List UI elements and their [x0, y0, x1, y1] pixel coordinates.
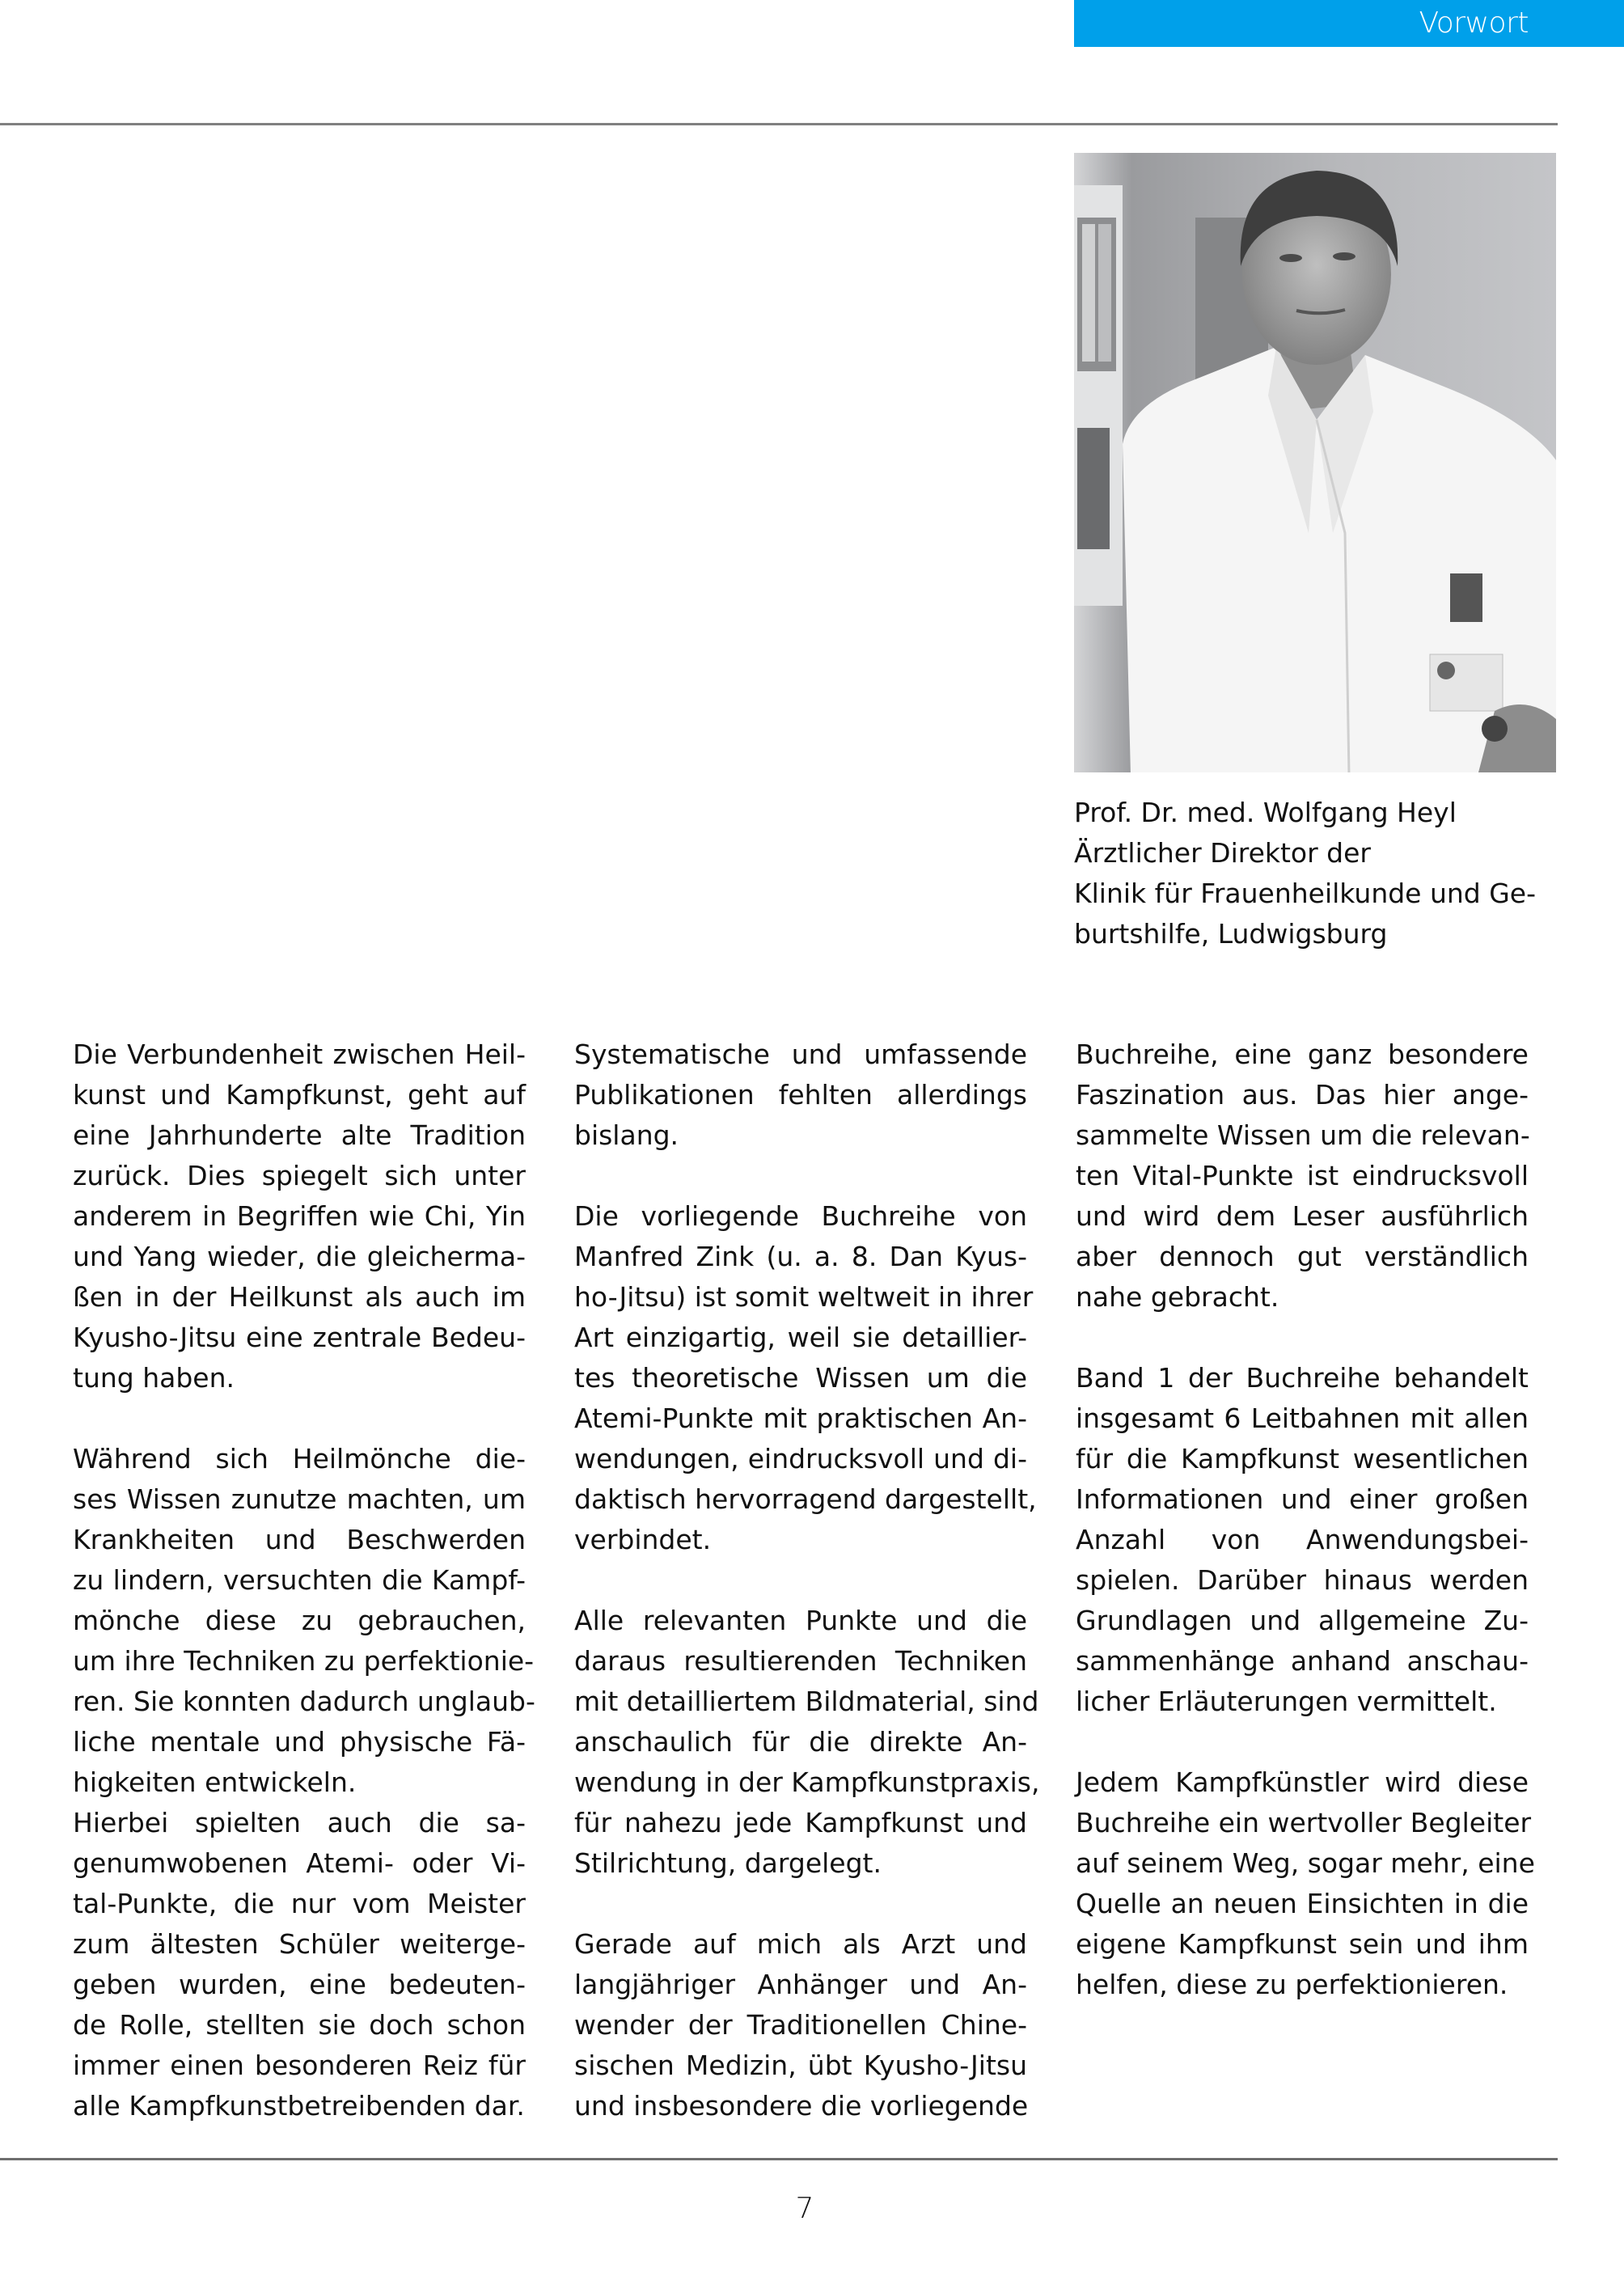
text-line: wendungen, eindrucksvoll und di-	[574, 1443, 1027, 1474]
text-line: Die Verbundenheit zwischen Heil-	[73, 1039, 526, 1070]
portrait-image-icon	[1074, 153, 1556, 772]
text-column-2	[574, 1034, 1040, 2126]
text-line: licher Erläuterungen vermittelt.	[1076, 1686, 1497, 1717]
text-line: sammelte Wissen um die relevan-	[1076, 1119, 1530, 1151]
text-line: verbindet.	[574, 1524, 712, 1555]
paragraph	[1076, 1762, 1535, 2005]
header-divider	[0, 123, 1558, 125]
text-line: immer einen besonderen Reiz für	[73, 2050, 526, 2081]
text-line: tes theoretische Wissen um die	[574, 1362, 1027, 1394]
text-line: zum ältesten Schüler weiterge-	[73, 1928, 526, 1960]
text-line: alle Kampfkunstbetreibenden dar.	[73, 2090, 525, 2122]
paragraph	[574, 1924, 1027, 2126]
paragraph	[574, 1601, 1040, 1884]
paragraph	[1076, 1034, 1529, 1318]
text-line: zu lindern, versuchten die Kampf-	[73, 1564, 526, 1596]
text-line: daraus resultierenden Techniken	[574, 1645, 1027, 1677]
paragraph	[73, 1034, 526, 1398]
text-line: mit detailliertem Bildmaterial, sind	[574, 1686, 1039, 1717]
text-line: nahe gebracht.	[1076, 1281, 1279, 1313]
text-line: Buchreihe, eine ganz besondere	[1076, 1039, 1529, 1070]
paragraph	[1076, 1358, 1529, 1722]
text-line: ho-Jitsu) ist somit weltweit in ihrer	[574, 1281, 1034, 1313]
text-line: um ihre Techniken zu perfektionie-	[73, 1645, 535, 1677]
text-line: tung haben.	[73, 1362, 235, 1394]
text-line: sammenhänge anhand anschau-	[1076, 1645, 1529, 1677]
text-line: spielen. Darüber hinaus werden	[1076, 1564, 1529, 1596]
text-column-3	[1076, 1034, 1535, 2005]
author-portrait-photo	[1074, 153, 1556, 772]
text-line: Buchreihe ein wertvoller Begleiter	[1076, 1807, 1532, 1838]
paragraph	[73, 1439, 535, 1803]
text-line: zurück. Dies spiegelt sich unter	[73, 1160, 526, 1191]
text-line: eine Jahrhunderte alte Tradition	[73, 1119, 526, 1151]
text-line: Kyusho-Jitsu eine zentrale Bedeu-	[73, 1322, 526, 1353]
text-line: Grundlagen und allgemeine Zu-	[1076, 1605, 1529, 1636]
caption-title: Ärztlicher Direktor der	[1074, 837, 1371, 869]
text-line: Systematische und umfassende	[574, 1039, 1027, 1070]
text-line: genumwobenen Atemi- oder Vi-	[73, 1847, 526, 1879]
text-line: de Rolle, stellten sie doch schon	[73, 2009, 526, 2041]
text-line: aber dennoch gut verständlich	[1076, 1241, 1529, 1272]
text-line: geben wurden, eine bedeuten-	[73, 1969, 526, 2000]
footer-divider	[0, 2158, 1558, 2160]
text-line: Informationen und einer großen	[1076, 1483, 1529, 1515]
text-line: Atemi-Punkte mit praktischen An-	[574, 1402, 1027, 1434]
text-line: ten Vital-Punkte ist eindrucksvoll	[1076, 1160, 1529, 1191]
text-line: kunst und Kampfkunst, geht auf	[73, 1079, 526, 1111]
caption-name: Prof. Dr. med. Wolfgang Heyl	[1074, 797, 1457, 828]
section-header-tab	[1074, 0, 1624, 47]
text-line: Art einzigartig, weil sie detaillier-	[574, 1322, 1027, 1353]
text-line: Die vorliegende Buchreihe von	[574, 1200, 1027, 1232]
text-line: Gerade auf mich als Arzt und	[574, 1928, 1027, 1960]
text-line: Jedem Kampfkünstler wird diese	[1076, 1766, 1529, 1798]
text-line: Alle relevanten Punkte und die	[574, 1605, 1027, 1636]
paragraph	[574, 1034, 1027, 1156]
text-line: helfen, diese zu perfektionieren.	[1076, 1969, 1508, 2000]
text-line: sischen Medizin, übt Kyusho-Jitsu	[574, 2050, 1027, 2081]
text-line: Stilrichtung, dargelegt.	[574, 1847, 882, 1879]
text-line: tal-Punkte, die nur vom Meister	[73, 1888, 526, 1919]
text-column-1	[73, 1034, 535, 2126]
text-line: für die Kampfkunst wesentlichen	[1076, 1443, 1529, 1474]
section-title: Vorwort	[1419, 6, 1529, 40]
text-line: ses Wissen zunutze machten, um	[73, 1483, 526, 1515]
text-line: ßen in der Heilkunst als auch im	[73, 1281, 526, 1313]
text-line: langjähriger Anhänger und An-	[574, 1969, 1027, 2000]
text-line: und wird dem Leser ausführlich	[1076, 1200, 1529, 1232]
text-line: higkeiten entwickeln.	[73, 1766, 357, 1798]
text-line: für nahezu jede Kampfkunst und	[574, 1807, 1027, 1838]
text-line: Krankheiten und Beschwerden	[73, 1524, 526, 1555]
text-line: wendung in der Kampfkunstpraxis,	[574, 1766, 1040, 1798]
text-line: Publikationen fehlten allerdings	[574, 1079, 1027, 1111]
text-line: liche mentale und physische Fä-	[73, 1726, 526, 1758]
text-line: mönche diese zu gebrauchen,	[73, 1605, 526, 1636]
text-line: anderem in Begriffen wie Chi, Yin	[73, 1200, 526, 1232]
text-line: und Yang wieder, die gleicherma-	[73, 1241, 526, 1272]
text-line: ren. Sie konnten dadurch unglaub-	[73, 1686, 535, 1717]
text-line: Faszination aus. Das hier ange-	[1076, 1079, 1529, 1111]
caption-affiliation-line-2: burtshilfe, Ludwigsburg	[1074, 918, 1388, 950]
text-line: bislang.	[574, 1119, 679, 1151]
portrait-caption	[1074, 793, 1559, 954]
text-line: auf seinem Weg, sogar mehr, eine	[1076, 1847, 1535, 1879]
text-line: daktisch hervorragend dargestellt,	[574, 1483, 1037, 1515]
text-line: insgesamt 6 Leitbahnen mit allen	[1076, 1402, 1529, 1434]
text-line: wender der Traditionellen Chine-	[574, 2009, 1027, 2041]
text-line: und insbesondere die vorliegende	[574, 2090, 1029, 2122]
text-line: Quelle an neuen Einsichten in die	[1076, 1888, 1529, 1919]
text-line: Anzahl von Anwendungsbei-	[1076, 1524, 1529, 1555]
text-line: Manfred Zink (u. a. 8. Dan Kyus-	[574, 1241, 1027, 1272]
paragraph	[73, 1803, 526, 2126]
text-line: Band 1 der Buchreihe behandelt	[1076, 1362, 1529, 1394]
page-number: 7	[795, 2192, 814, 2225]
paragraph	[574, 1196, 1037, 1560]
caption-affiliation-line-1: Klinik für Frauenheilkunde und Ge-	[1074, 878, 1537, 909]
text-line: eigene Kampfkunst sein und ihm	[1076, 1928, 1529, 1960]
text-line: Während sich Heilmönche die-	[73, 1443, 526, 1474]
text-line: anschaulich für die direkte An-	[574, 1726, 1027, 1758]
text-line: Hierbei spielten auch die sa-	[73, 1807, 526, 1838]
